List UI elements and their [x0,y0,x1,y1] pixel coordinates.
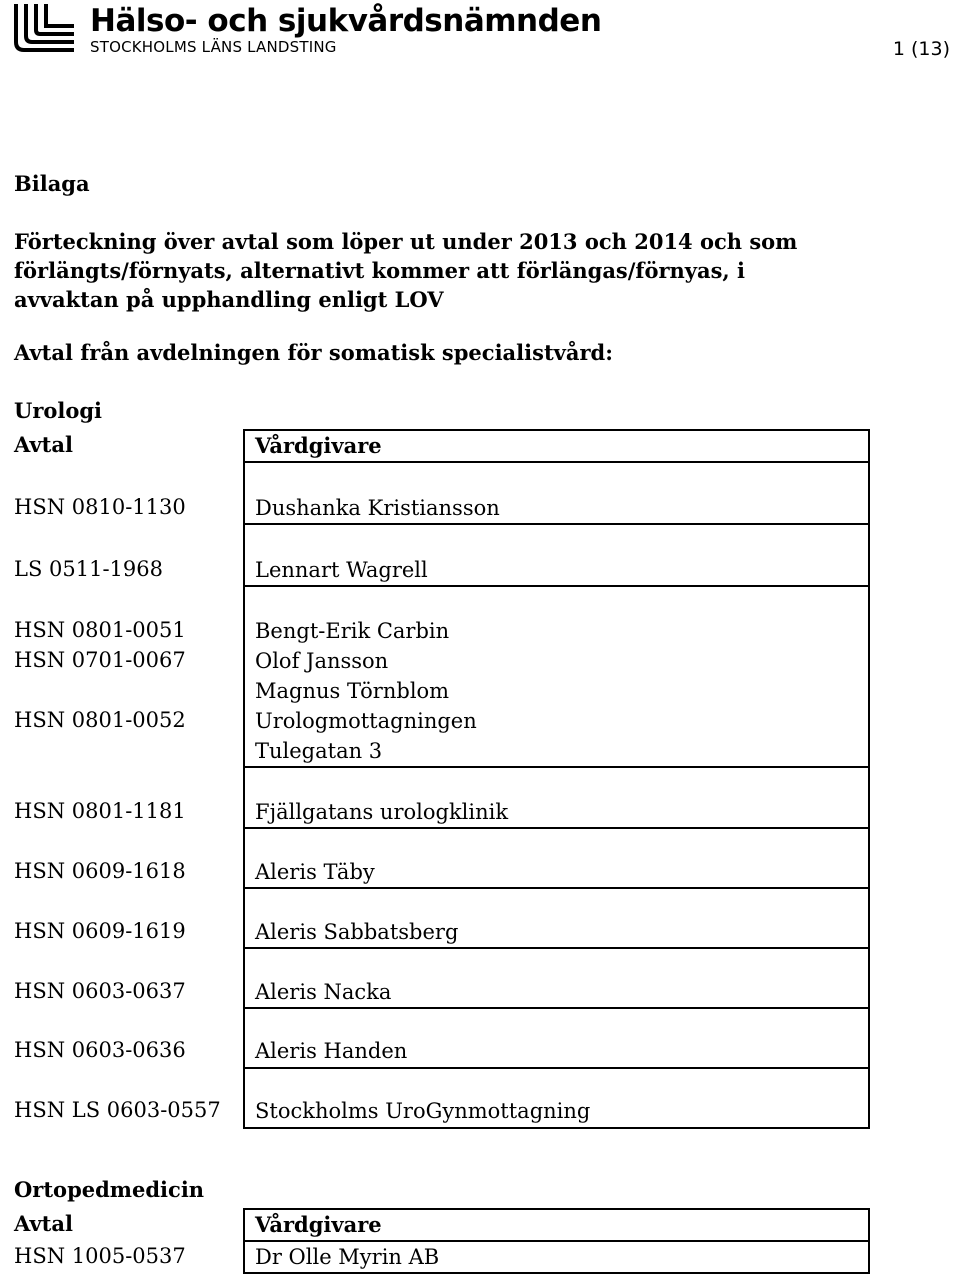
table-row [0,948,869,1008]
landsting-logo [12,2,78,54]
ortopedmedicin-table [0,1208,870,1274]
avtal-cell: HSN 0603-0637 [0,948,244,1008]
avtal-line: HSN 0801-0051 [14,618,186,642]
vardgivare-cell: Dushanka Kristiansson [244,462,869,524]
table-row [0,1241,869,1273]
avtal-cell: HSN 0609-1618 [0,828,244,888]
table-row [0,1008,869,1068]
urologi-heading: Urologi [14,398,103,423]
avtal-cell: HSN 1005-0537 [0,1241,244,1273]
doc-title-line-1: Förteckning över avtal som löper ut under 2013 och 2014 och som [14,229,798,254]
vardgivare-cell: Lennart Wagrell [244,524,869,586]
avtal-cell: HSN LS 0603-0557 [0,1068,244,1128]
urologi-table [0,429,870,1129]
table-header-row [0,1209,869,1241]
avtal-line: HSN 0701-0067 [14,648,186,672]
avtal-line: HSN 0801-0052 [14,708,186,732]
avtal-cell: LS 0511-1968 [0,524,244,586]
ortopedmedicin-heading: Ortopedmedicin [14,1177,205,1202]
vardgivare-cell: Aleris Handen [244,1008,869,1068]
vardgivare-cell: Fjällgatans urologklinik [244,767,869,828]
vardgivare-line: Bengt-Erik Carbin [255,619,450,643]
vardgivare-cell [244,586,869,767]
vardgivare-cell: Stockholms UroGynmottagning [244,1068,869,1128]
avtal-cell [0,586,244,767]
table-row [0,524,869,586]
avtal-cell: HSN 0801-1181 [0,767,244,828]
doc-title-line-2: förlängts/förnyats, alternativt kommer att förlängas/förnyas, i [14,258,746,283]
org-name: Hälso- och sjukvårdsnämnden [90,3,602,39]
vardgivare-cell: Dr Olle Myrin AB [244,1241,869,1273]
avtal-cell: HSN 0810-1130 [0,462,244,524]
table-row [0,586,869,767]
table-row [0,828,869,888]
doc-label: Bilaga [14,171,90,196]
vardgivare-cell: Aleris Täby [244,828,869,888]
col-avtal-header: Avtal [0,1209,244,1241]
vardgivare-line: Urologmottagningen [255,709,477,733]
doc-title-line-3: avvaktan på upphandling enligt LOV [14,287,444,312]
vardgivare-cell: Aleris Nacka [244,948,869,1008]
table-row [0,1068,869,1128]
table-header-row [0,430,869,462]
col-vardgivare-header: Vårdgivare [244,430,869,462]
table-row [0,462,869,524]
col-avtal-header: Avtal [0,430,244,462]
org-subtitle: STOCKHOLMS LÄNS LANDSTING [90,38,337,56]
vardgivare-cell: Aleris Sabbatsberg [244,888,869,948]
vardgivare-line: Tulegatan 3 [255,739,383,763]
table-row [0,888,869,948]
col-vardgivare-header: Vårdgivare [244,1209,869,1241]
avtal-cell: HSN 0609-1619 [0,888,244,948]
vardgivare-line: Magnus Törnblom [255,679,450,703]
page-number: 1 (13) [892,38,950,60]
vardgivare-line: Olof Jansson [255,649,389,673]
table-row [0,767,869,828]
section-heading: Avtal från avdelningen för somatisk specialistvård: [14,340,613,365]
avtal-cell: HSN 0603-0636 [0,1008,244,1068]
